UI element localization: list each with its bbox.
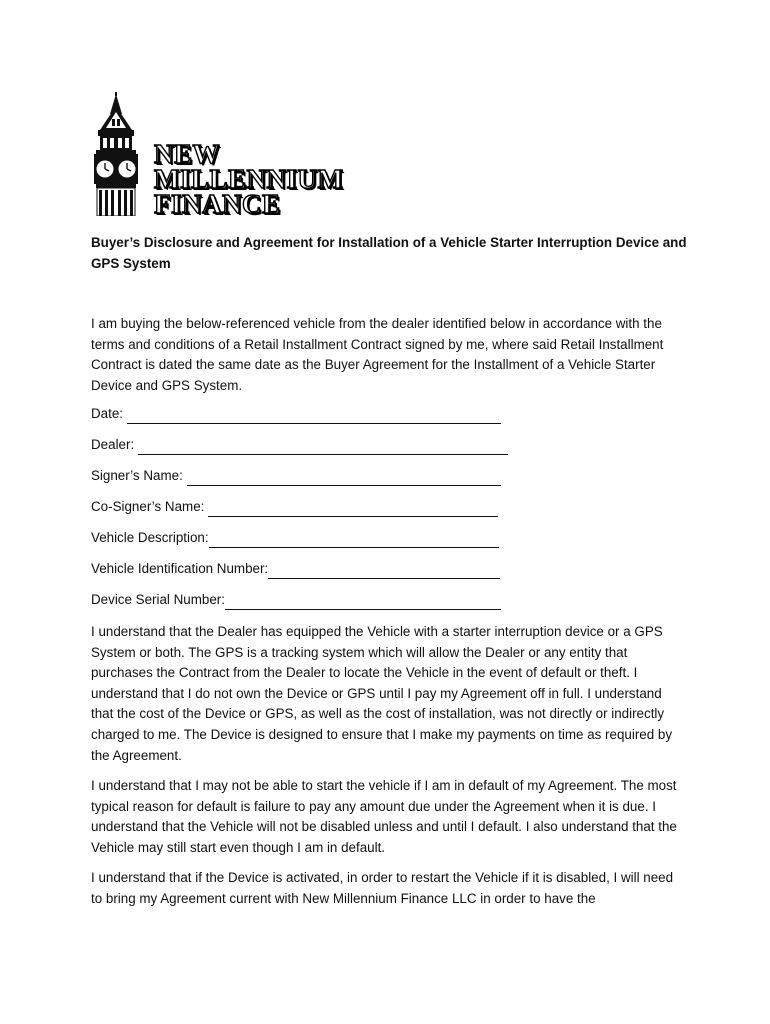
intro-paragraph: I am buying the below-referenced vehicle from the dealer identified below in accordance with the terms and conditions of a Retail Installment Contract signed by me, where said Retail Installment Contract is dated the same date as the Buyer Agreement for the Installment of a Vehicle Starter Device and GPS System.: [91, 316, 664, 393]
date-label: Date:: [91, 406, 124, 421]
logo-line-3: FINANCE: [154, 189, 281, 219]
dealer-field[interactable]: [91, 435, 508, 455]
cosigner-name-blank-line[interactable]: [208, 501, 498, 517]
device-serial-field[interactable]: [91, 590, 501, 610]
signer-name-label: Signer’s Name:: [91, 468, 183, 483]
device-serial-blank-line[interactable]: [225, 594, 501, 610]
default-paragraph: I understand that I may not be able to start the vehicle if I am in default of my Agreement. The most typical reason for default is failure to pay any amount due under the Agreement when it is due. I understand that the Vehicle will not be disabled unless and until I default. I also understand that the Vehicle may still start even though I am in default.: [91, 778, 677, 855]
dealer-blank-line[interactable]: [138, 439, 508, 455]
logo-line-2: MILLENNIUM: [154, 164, 344, 194]
vehicle-description-blank-line[interactable]: [209, 532, 499, 548]
dealer-label: Dealer:: [91, 437, 135, 452]
logo-line-1: NEW: [154, 139, 221, 169]
vehicle-description-field[interactable]: [91, 528, 499, 548]
device-serial-label: Device Serial Number:: [91, 592, 225, 607]
signer-name-blank-line[interactable]: [187, 470, 501, 486]
cosigner-name-field[interactable]: [91, 497, 498, 517]
document-title: Buyer’s Disclosure and Agreement for Installation of a Vehicle Starter Interruption Device and GPS System: [91, 235, 687, 271]
date-field[interactable]: [91, 404, 501, 424]
restart-paragraph: I understand that if the Device is activated, in order to restart the Vehicle if it is disabled, I will need to bring my Agreement current with New Millennium Finance LLC in order to have the: [91, 870, 674, 906]
vehicle-description-label: Vehicle Description:: [91, 530, 209, 545]
vin-field[interactable]: [91, 559, 500, 579]
signer-name-field[interactable]: [91, 466, 501, 486]
cosigner-name-label: Co-Signer’s Name:: [91, 499, 205, 514]
company-logo: [88, 92, 358, 219]
clock-tower-icon: [88, 92, 144, 216]
logo-wordmark: [154, 139, 344, 219]
vin-blank-line[interactable]: [268, 563, 500, 579]
device-paragraph: I understand that the Dealer has equipped the Vehicle with a starter interruption device or a GPS System or both. The GPS is a tracking system which will allow the Dealer or any entity that purchases the Contract from the Dealer to locate the Vehicle in the event of default or theft. I understand that I do not own the Device or GPS until I pay my Agreement off in full. I understand that the cost of the Device or GPS, as well as the cost of installation, was not directly or indirectly charged to me. The Device is designed to ensure that I make my payments on time as required by the Agreement.: [91, 624, 673, 763]
vin-label: Vehicle Identification Number:: [91, 561, 269, 576]
date-blank-line[interactable]: [127, 408, 501, 424]
